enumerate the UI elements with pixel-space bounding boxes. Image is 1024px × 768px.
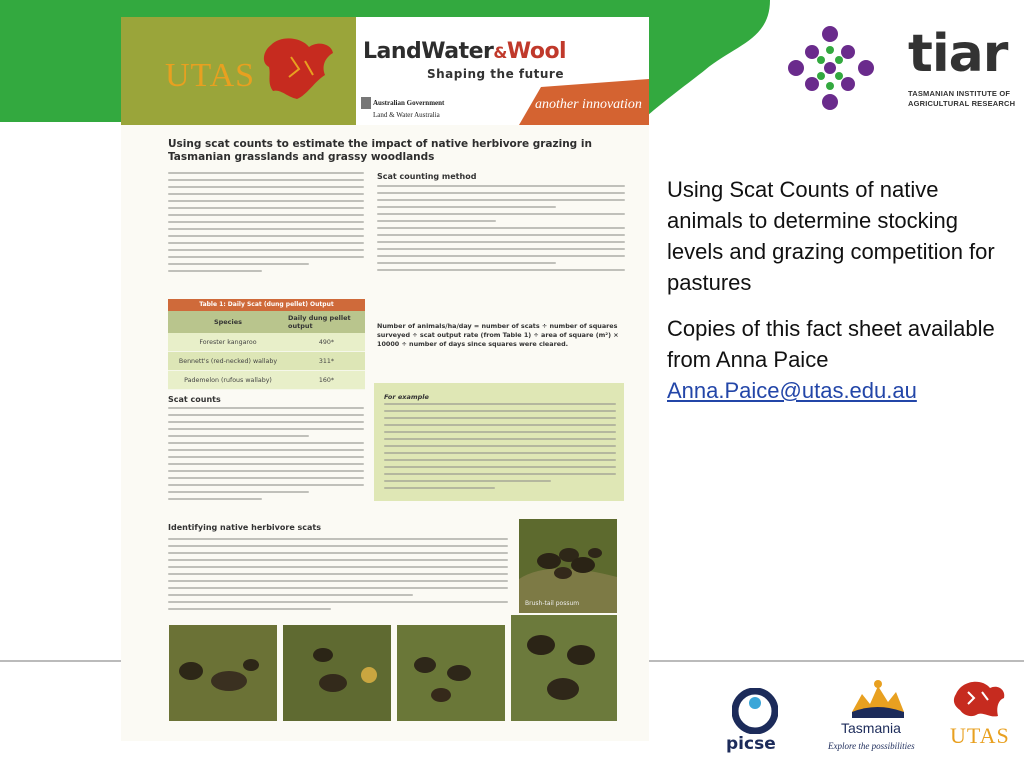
fact-sheet-description: Using Scat Counts of native animals to determine stocking levels and grazing competition for pastures xyxy=(667,177,995,295)
table-cell-species: Pademelon (rufous wallaby) xyxy=(184,376,272,384)
table-cell-species: Bennett's (red-necked) wallaby xyxy=(178,357,278,365)
utas-lion-crest-icon xyxy=(948,674,1008,722)
table-cell-output: 160* xyxy=(318,376,335,384)
tiar-logo-text: tiar xyxy=(908,24,1008,84)
tiar-full-name xyxy=(908,89,1015,108)
fact-sheet-title: Using scat counts to estimate the impact of native herbivore grazing in Tasmanian grasslands and grassy woodlands xyxy=(168,138,592,163)
identifying-scats-text xyxy=(168,538,508,615)
tasmania-tagline: Explore the possibilities xyxy=(828,741,915,751)
government-line: Australian Government xyxy=(373,99,445,107)
availability-text xyxy=(667,313,1017,406)
tasmania-logo-icon xyxy=(848,676,906,720)
table-cell-output: 311* xyxy=(318,357,335,365)
table-row xyxy=(168,371,365,390)
fact-sheet-image xyxy=(121,17,649,741)
table-cell-species: Forester kangaroo xyxy=(199,338,257,346)
innovation-tagline: another innovation xyxy=(535,97,642,112)
table-row xyxy=(168,352,365,371)
possum-photo-caption: Brush-tail possum xyxy=(525,600,580,607)
column-header-species: Species xyxy=(213,318,243,326)
tiar-logo-icon xyxy=(780,18,890,118)
picse-logo-icon xyxy=(732,688,778,734)
intro-paragraph-text xyxy=(168,172,364,277)
scat-method-text xyxy=(377,185,625,276)
table-header-row xyxy=(168,311,365,333)
agency-line: Land & Water Australia xyxy=(373,111,440,119)
example-label: For example xyxy=(384,393,429,401)
fact-sheet-masthead xyxy=(121,17,649,125)
brush-tail-possum-scat-photo xyxy=(519,519,617,613)
table-row xyxy=(168,333,365,352)
table-cell-output: 490* xyxy=(318,338,335,346)
picse-logo-text: picse xyxy=(726,734,776,754)
scat-counts-text xyxy=(168,407,364,505)
slide-caption xyxy=(667,174,1017,421)
stocking-formula: Number of animals/ha/day = number of scats ÷ number of squares surveyed ÷ scat output rate (from Table 1) ÷ area of square (m²) × 10000 ÷ number of days since squares were cleared. xyxy=(377,322,619,348)
utas-logo-text: UTAS xyxy=(165,57,256,94)
column-header-output: Daily dung pellet output xyxy=(288,314,351,330)
landwater-wool-subtitle: Shaping the future xyxy=(427,67,564,81)
daily-scat-output-table xyxy=(168,299,365,389)
utas-logo-text-bottom: UTAS xyxy=(950,723,1010,748)
example-box xyxy=(374,383,624,501)
scat-photo xyxy=(169,625,277,721)
table-title: Table 1: Daily Scat (dung pellet) Output xyxy=(168,299,365,311)
email-link[interactable]: Anna.Paice@utas.edu.au xyxy=(667,378,917,403)
scat-photo xyxy=(283,625,391,721)
example-text xyxy=(384,403,616,494)
tiar-full-name-line2: AGRICULTURAL RESEARCH xyxy=(908,98,1016,108)
section-heading-scat-method: Scat counting method xyxy=(377,172,477,181)
tiar-full-name-line1: TASMANIAN INSTITUTE OF xyxy=(908,89,1011,98)
availability-line: Copies of this fact sheet available from Anna Paice xyxy=(667,316,995,372)
scat-photo xyxy=(397,625,505,721)
landwater-wool-title: LandWater&Wool xyxy=(363,39,567,64)
section-heading-identifying-scats: Identifying native herbivore scats xyxy=(168,523,322,532)
section-heading-scat-counts: Scat counts xyxy=(168,395,221,404)
scat-photo xyxy=(511,615,617,721)
tasmania-logo-text: Tasmania xyxy=(841,720,901,736)
